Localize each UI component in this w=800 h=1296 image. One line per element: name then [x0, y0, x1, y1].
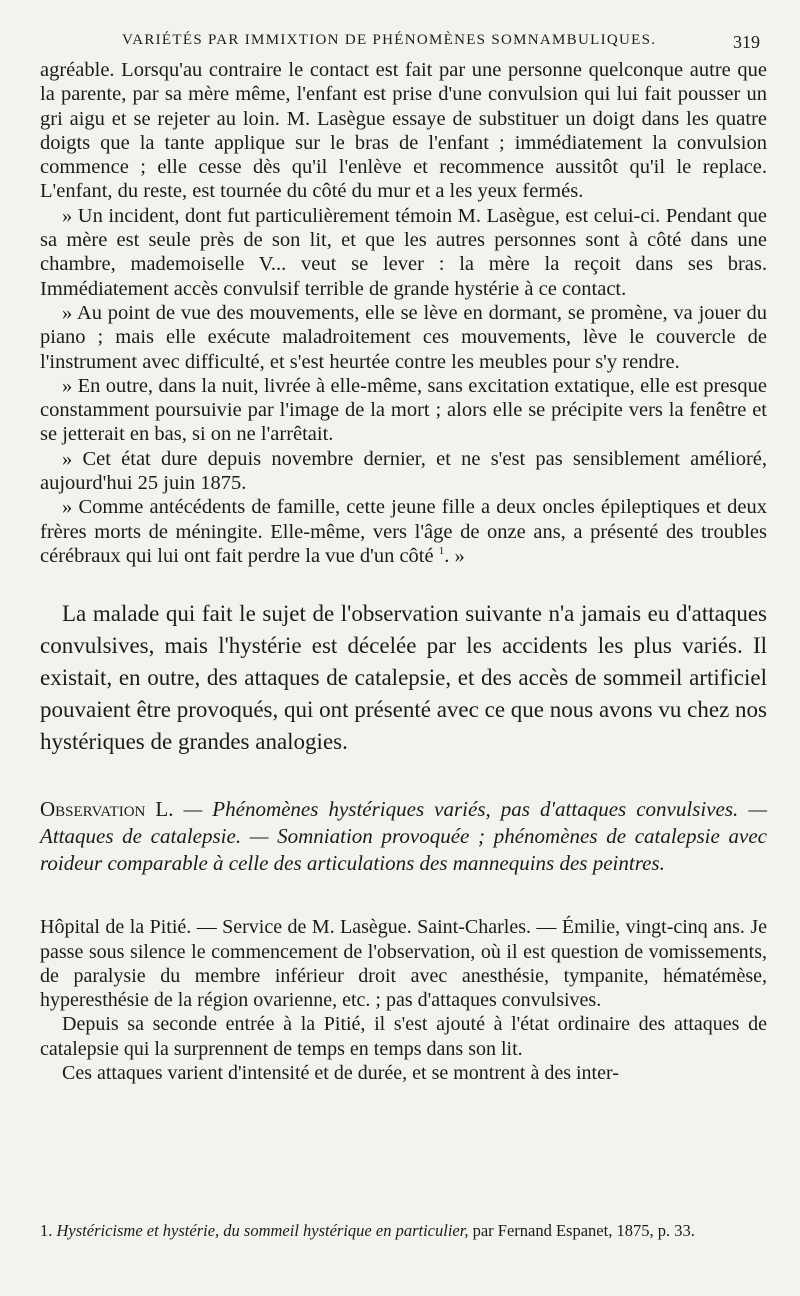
quote-closing: . » — [444, 544, 465, 567]
intro-paragraph: La malade qui fait le sujet de l'observation suivante n'a jamais eu d'attaques convulsives, mais l'hystérie est décelée par les accidents les plus variés. Il existait, en outre, des attaques de catalepsie, et des accès de sommeil artificiel pouvaient être provoqués, qui ont présenté avec ce que nous avons vu chez nos hystériques de grandes analogies. — [40, 601, 767, 755]
running-head — [40, 30, 760, 54]
observation-paragraph: Ces attaques varient d'intensité et de durée, et se montrent à des inter- — [62, 1062, 619, 1085]
running-title: VARIÉTÉS PAR IMMIXTION DE PHÉNOMÈNES SOMNAMBULIQUES. — [122, 32, 657, 48]
observation-paragraph: Depuis sa seconde entrée à la Pitié, il s'est ajouté à l'état ordinaire des attaques de catalepsie qui la surprennent de temps en temps dans son lit. — [40, 1013, 767, 1060]
footnote — [40, 1220, 767, 1241]
footnote-number: 1. — [40, 1221, 53, 1240]
page-body — [40, 58, 767, 1085]
quote-paragraph-last — [40, 495, 767, 568]
observation-paragraph: Hôpital de la Pitié. — Service de M. Lasègue. Saint-Charles. — Émilie, vingt-cinq ans. Je passe sous silence le commencement de l'observation, où il est question de vomissements, de paralysie du membre inférieur droit avec anesthésie, tympanite, hématémèse, hyperesthésie de la région ovarienne, etc. ; pas d'attaques convulsives. — [40, 916, 767, 1012]
footnote-citation: par Fernand Espanet, 1875, p. 33. — [472, 1221, 695, 1240]
quote-paragraph: agréable. Lorsqu'au contraire le contact est fait par une personne quelconque autre que la parente, par sa mère même, l'enfant est prise d'une convulsion qui lui fait pousser un gri aigu et se rejeter au loin. M. Lasègue essaye de substituer un doigt dans les quatre doigts que la tante applique sur le bras de l'enfant ; immédiatement la convulsion commence ; elle cesse dès qu'il l'enlève et recommence aussitôt qu'il le replace. L'enfant, du reste, est tournée du côté du mur et a les yeux fermés. — [40, 59, 767, 203]
quote-paragraph: » Au point de vue des mouvements, elle se lève en dormant, se promène, va jouer du piano ; mais elle exécute maladroitement ces mouvements, lève le couvercle de l'instrument avec difficulté, et s'est heurtée contre les meubles pour s'y rendre. — [40, 301, 767, 373]
quote-paragraph-text: » Comme antécédents de famille, cette jeune fille a deux oncles épileptiques et deux frères morts de méningite. Elle-même, vers l'âge de onze ans, a présenté des troubles cérébraux qui lui ont fait perdre la vue d'un côté — [40, 496, 767, 567]
observation-label: Observation L. — [40, 797, 174, 822]
observation-title: — Phénomènes hystériques variés, pas d'attaques convulsives. — Attaques de catalepsie. — Somniation provoquée ; phénomènes de catalepsie avec roideur comparable à celle des articulations des mannequins des peintres. — [40, 797, 768, 876]
footnote-reference: 1 — [438, 545, 445, 558]
observation-heading — [40, 796, 767, 877]
quote-paragraph: » En outre, dans la nuit, livrée à elle-même, sans excitation extatique, elle est presque constamment poursuivie par l'image de la mort ; alors elle se précipite vers la fenêtre et se jetterait en bas, si on ne l'arrêtait. — [40, 374, 767, 446]
observation-text — [40, 915, 767, 1085]
page-number: 319 — [733, 32, 760, 52]
quote-paragraph: » Un incident, dont fut particulièrement témoin M. Lasègue, est celui-ci. Pendant que sa mère est seule près de son lit, et que les autres personnes sont à côté dans une chambre, mademoiselle V... veut se lever : la mère la reçoit dans ses bras. Immédiatement accès convulsif terrible de grande hystérie à ce contact. — [40, 204, 767, 300]
intro-section — [40, 598, 767, 758]
quoted-case-text — [40, 58, 767, 568]
footnote-title: Hystéricisme et hystérie, du sommeil hystérique en particulier, — [56, 1221, 469, 1240]
quote-paragraph: » Cet état dure depuis novembre dernier, et ne s'est pas sensiblement amélioré, aujourd'hui 25 juin 1875. — [40, 447, 767, 495]
